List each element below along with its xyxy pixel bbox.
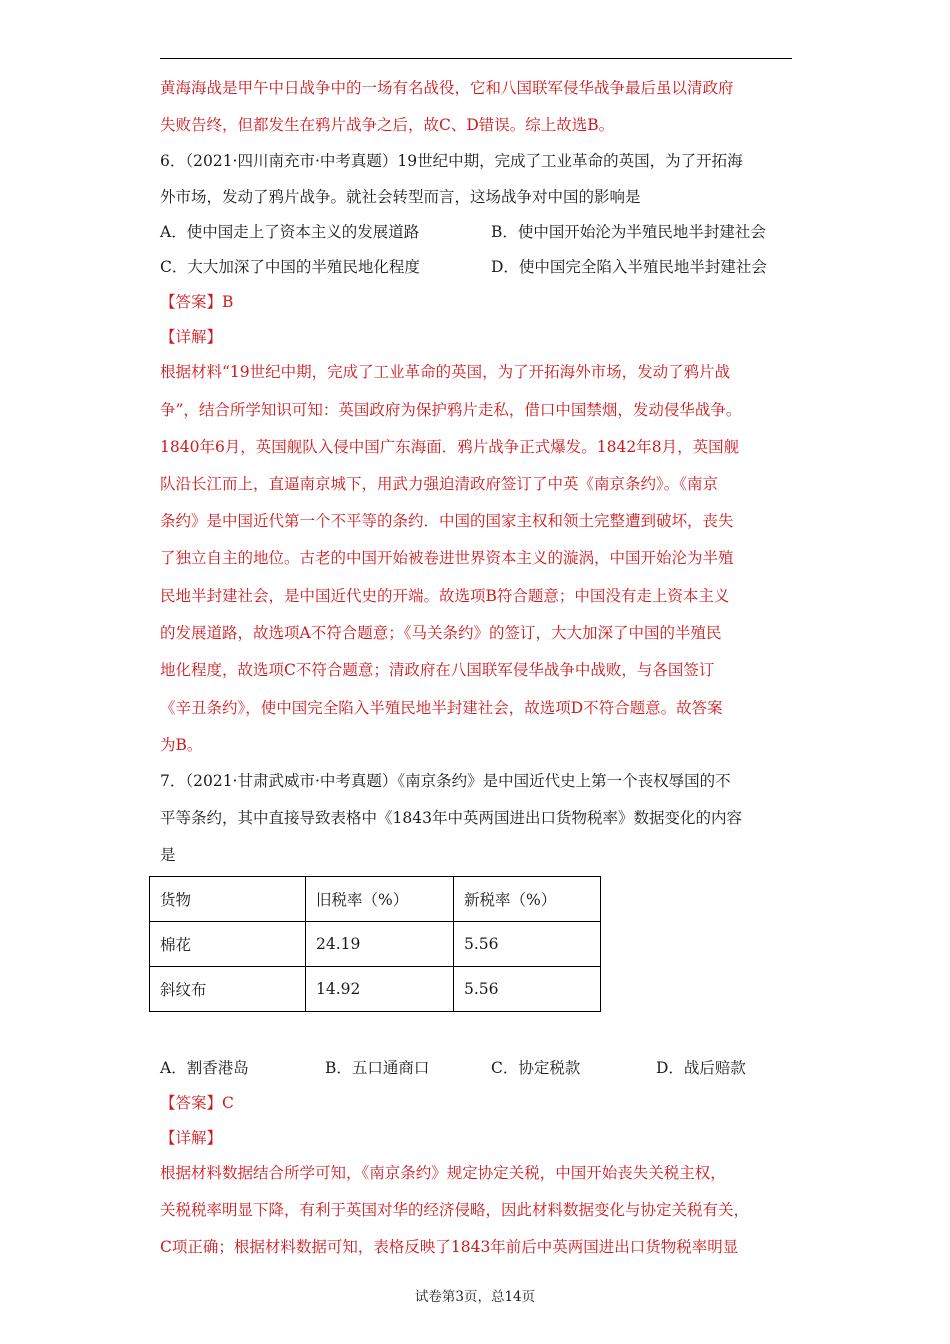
header-rule: [160, 58, 792, 59]
q6-detail-line-6: 了独立自主的地位。古老的中国开始被卷进世界资本主义的漩涡，中国开始沦为半殖: [160, 549, 734, 567]
table-cell: 24.19: [306, 922, 454, 967]
q6-detail-line-5: 条约》是中国近代第一个不平等的条约．中国的国家主权和领土完整遭到破坏，丧失: [160, 512, 734, 530]
q7-detail-line-3: C项正确；根据材料数据可知，表格反映了1843年前后中英两国进出口货物税率明显: [160, 1238, 739, 1256]
q7-option-c: C．协定税款: [491, 1059, 581, 1077]
table-header-cell: 旧税率（%）: [306, 877, 454, 922]
table-cell: 14.92: [306, 967, 454, 1012]
table-row: [150, 967, 601, 1012]
table-header-row: [150, 877, 601, 922]
q7-stem-line-2: 平等条约，其中直接导致表格中《1843年中英两国进出口货物税率》数据变化的内容: [160, 809, 742, 827]
q6-detail-line-11: 为B。: [160, 736, 203, 754]
q6-detail-line-10: 《辛丑条约》，使中国完全陷入半殖民地半封建社会，故选项D不符合题意。故答案: [160, 699, 723, 717]
prev-explanation-line-1: 黄海海战是甲午中日战争中的一场有名战役，它和八国联军侵华战争最后虽以清政府: [160, 79, 734, 97]
page-footer: 试卷第3页，总14页: [414, 1289, 536, 1305]
q6-answer: 【答案】B: [160, 293, 234, 311]
q7-option-d: D．战后赔款: [656, 1059, 746, 1077]
table-cell: 5.56: [454, 967, 601, 1012]
q7-detail-line-1: 根据材料数据结合所学可知，《南京条约》规定协定关税，中国开始丧失关税主权，: [160, 1164, 726, 1182]
q6-detail-line-3: 1840年6月，英国舰队入侵中国广东海面．鸦片战争正式爆发。1842年8月，英国舰: [160, 438, 740, 456]
table-cell: 5.56: [454, 922, 601, 967]
table-cell: 棉花: [150, 922, 306, 967]
q6-option-d: D．使中国完全陷入半殖民地半封建社会: [491, 258, 767, 276]
q6-detail-line-7: 民地半封建社会，是中国近代史的开端。故选项B符合题意；中国没有走上资本主义: [160, 587, 730, 605]
q7-detail-label: 【详解】: [160, 1129, 223, 1147]
q7-answer: 【答案】C: [160, 1094, 234, 1112]
q7-detail-line-2: 关税税率明显下降，有利于英国对华的经济侵略，因此材料数据变化与协定关税有关，: [160, 1201, 750, 1219]
q6-detail-label: 【详解】: [160, 328, 223, 346]
q6-detail-line-9: 地化程度，故选项C不符合题意；清政府在八国联军侵华战争中战败，与各国签订: [160, 661, 715, 679]
table-row: [150, 922, 601, 967]
q6-option-a: A．使中国走上了资本主义的发展道路: [160, 223, 420, 241]
q7-option-b: B．五口通商口: [325, 1059, 430, 1077]
q6-detail-line-1: 根据材料“19世纪中期，完成了工业革命的英国，为了开拓海外市场，发动了鸦片战: [160, 363, 731, 381]
q6-stem-line-2: 外市场，发动了鸦片战争。就社会转型而言，这场战争对中国的影响是: [160, 188, 641, 206]
q6-detail-line-4: 队沿长江而上，直逼南京城下，用武力强迫清政府签订了中英《南京条约》。《南京: [160, 475, 719, 493]
q6-detail-line-8: 的发展道路，故选项A不符合题意；《马关条约》的签订，大大加深了中国的半殖民: [160, 624, 722, 642]
q7-stem-line-3: 是: [160, 846, 176, 864]
q6-detail-line-2: 争”，结合所学知识可知：英国政府为保护鸦片走私，借口中国禁烟，发动侵华战争。: [160, 401, 742, 419]
table-header-cell: 货物: [150, 877, 306, 922]
q7-option-a: A．割香港岛: [160, 1059, 249, 1077]
q7-stem-line-1: 7．（2021·甘肃武威市·中考真题）《南京条约》是中国近代史上第一个丧权辱国的不: [160, 772, 731, 790]
prev-explanation-line-2: 失败告终，但都发生在鸦片战争之后，故C、D错误。综上故选B。: [160, 116, 615, 134]
table-header-cell: 新税率（%）: [454, 877, 601, 922]
table-cell: 斜纹布: [150, 967, 306, 1012]
q6-option-c: C．大大加深了中国的半殖民地化程度: [160, 258, 420, 276]
q6-option-b: B．使中国开始沦为半殖民地半封建社会: [491, 223, 766, 241]
q6-stem-line-1: 6．（2021·四川南充市·中考真题）19世纪中期，完成了工业革命的英国，为了开拓海: [160, 152, 743, 170]
tariff-table: [149, 876, 601, 1012]
